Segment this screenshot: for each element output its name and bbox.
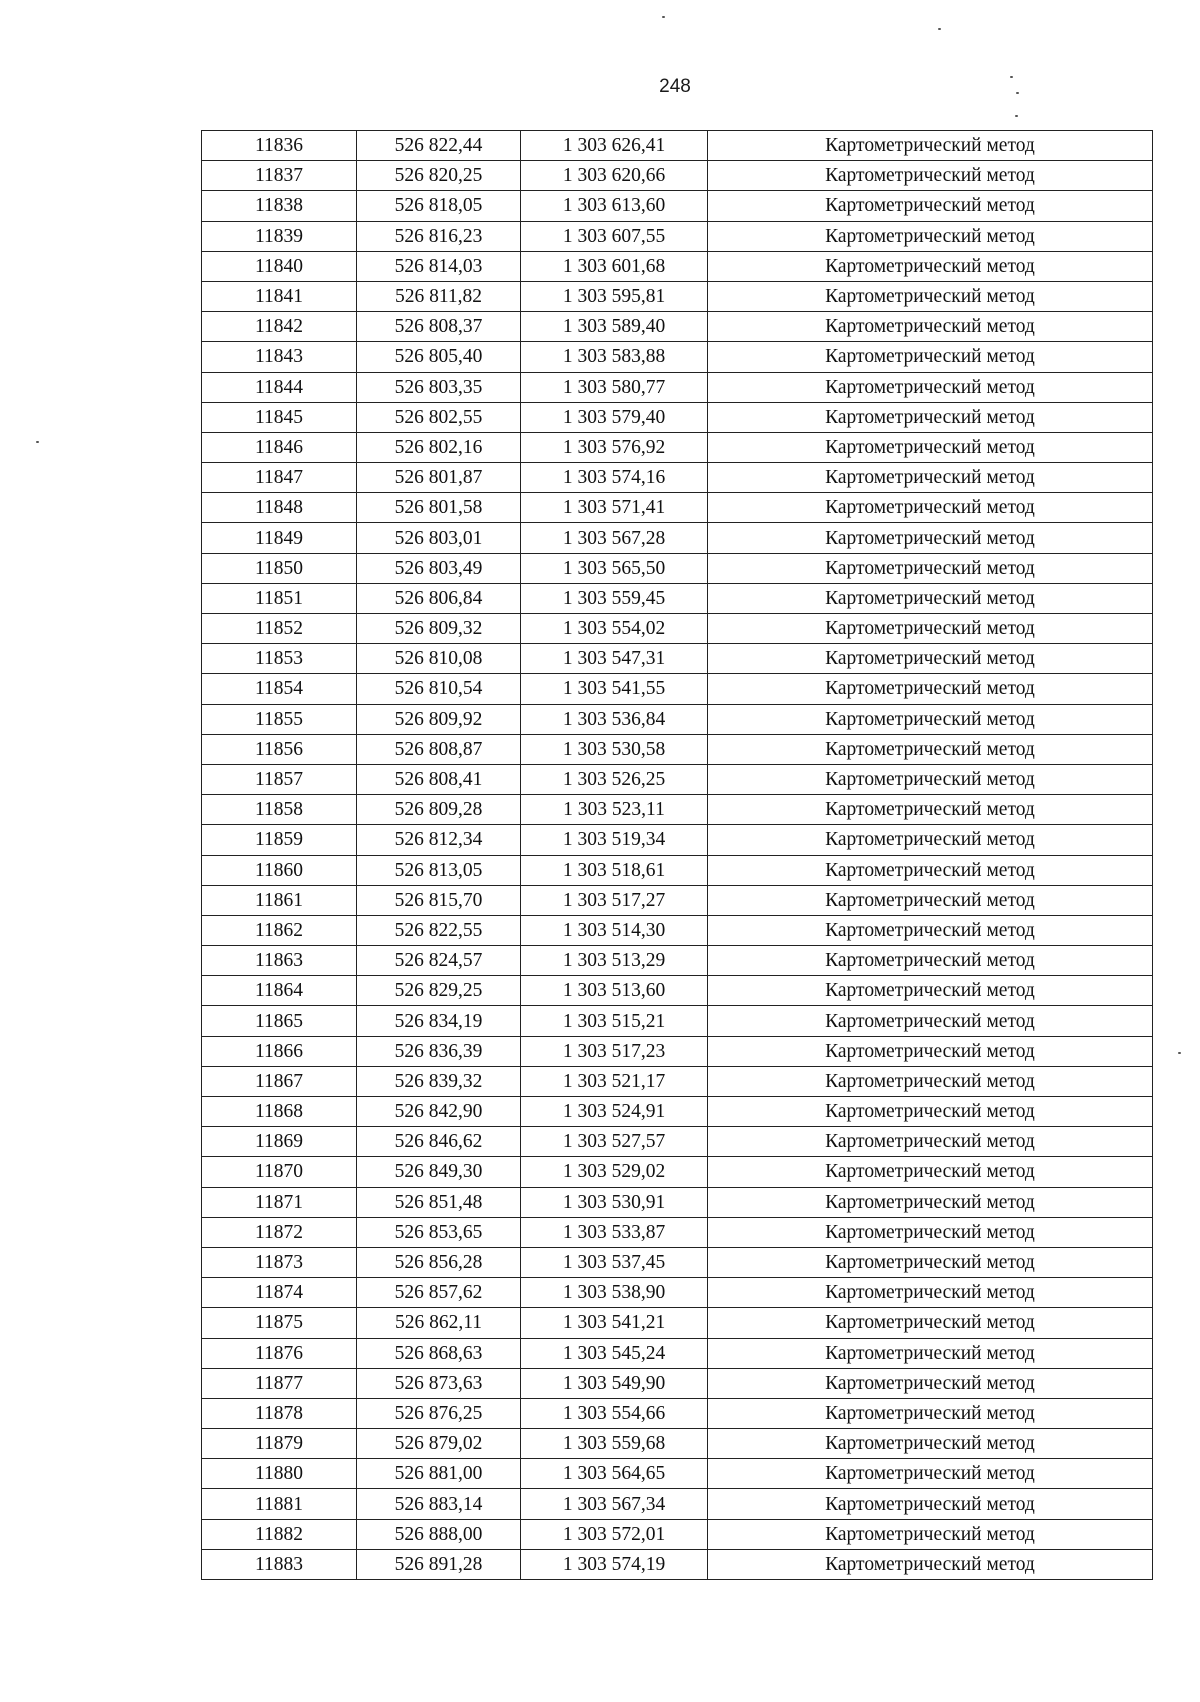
x-coordinate-cell: 526 811,82 [357, 281, 521, 311]
y-coordinate-cell: 1 303 526,25 [521, 764, 708, 794]
table-row [202, 1519, 1153, 1549]
point-number-cell: 11862 [202, 915, 357, 945]
point-number-cell: 11863 [202, 946, 357, 976]
x-coordinate-cell: 526 881,00 [357, 1459, 521, 1489]
table-row [202, 1217, 1153, 1247]
point-number-cell: 11850 [202, 553, 357, 583]
point-number-cell: 11843 [202, 342, 357, 372]
x-coordinate-cell: 526 846,62 [357, 1127, 521, 1157]
y-coordinate-cell: 1 303 547,31 [521, 644, 708, 674]
method-cell: Картометрический метод [708, 1519, 1153, 1549]
x-coordinate-cell: 526 806,84 [357, 583, 521, 613]
table-row [202, 1429, 1153, 1459]
method-cell: Картометрический метод [708, 281, 1153, 311]
point-number-cell: 11873 [202, 1247, 357, 1277]
table-row [202, 1127, 1153, 1157]
x-coordinate-cell: 526 888,00 [357, 1519, 521, 1549]
y-coordinate-cell: 1 303 595,81 [521, 281, 708, 311]
point-number-cell: 11857 [202, 764, 357, 794]
x-coordinate-cell: 526 809,32 [357, 614, 521, 644]
scan-speck [1016, 92, 1019, 94]
table-row [202, 1549, 1153, 1579]
x-coordinate-cell: 526 816,23 [357, 221, 521, 251]
point-number-cell: 11859 [202, 825, 357, 855]
method-cell: Картометрический метод [708, 1489, 1153, 1519]
y-coordinate-cell: 1 303 521,17 [521, 1066, 708, 1096]
table-row [202, 432, 1153, 462]
y-coordinate-cell: 1 303 601,68 [521, 251, 708, 281]
y-coordinate-cell: 1 303 524,91 [521, 1097, 708, 1127]
x-coordinate-cell: 526 876,25 [357, 1398, 521, 1428]
scan-speck [1015, 115, 1018, 117]
y-coordinate-cell: 1 303 518,61 [521, 855, 708, 885]
point-number-cell: 11868 [202, 1097, 357, 1127]
y-coordinate-cell: 1 303 545,24 [521, 1338, 708, 1368]
method-cell: Картометрический метод [708, 312, 1153, 342]
table-row [202, 1097, 1153, 1127]
method-cell: Картометрический метод [708, 825, 1153, 855]
method-cell: Картометрический метод [708, 885, 1153, 915]
scan-speck [662, 16, 665, 18]
table-row [202, 131, 1153, 161]
method-cell: Картометрический метод [708, 1278, 1153, 1308]
method-cell: Картометрический метод [708, 1368, 1153, 1398]
y-coordinate-cell: 1 303 620,66 [521, 161, 708, 191]
point-number-cell: 11875 [202, 1308, 357, 1338]
point-number-cell: 11839 [202, 221, 357, 251]
y-coordinate-cell: 1 303 513,60 [521, 976, 708, 1006]
method-cell: Картометрический метод [708, 372, 1153, 402]
y-coordinate-cell: 1 303 564,65 [521, 1459, 708, 1489]
method-cell: Картометрический метод [708, 1157, 1153, 1187]
point-number-cell: 11844 [202, 372, 357, 402]
y-coordinate-cell: 1 303 565,50 [521, 553, 708, 583]
y-coordinate-cell: 1 303 583,88 [521, 342, 708, 372]
table-row [202, 553, 1153, 583]
scan-speck [1010, 76, 1013, 78]
table-row [202, 583, 1153, 613]
y-coordinate-cell: 1 303 530,91 [521, 1187, 708, 1217]
point-number-cell: 11852 [202, 614, 357, 644]
method-cell: Картометрический метод [708, 553, 1153, 583]
method-cell: Картометрический метод [708, 342, 1153, 372]
y-coordinate-cell: 1 303 513,29 [521, 946, 708, 976]
table-row [202, 1459, 1153, 1489]
point-number-cell: 11883 [202, 1549, 357, 1579]
y-coordinate-cell: 1 303 589,40 [521, 312, 708, 342]
table-row [202, 915, 1153, 945]
y-coordinate-cell: 1 303 576,92 [521, 432, 708, 462]
y-coordinate-cell: 1 303 607,55 [521, 221, 708, 251]
table-row [202, 764, 1153, 794]
point-number-cell: 11845 [202, 402, 357, 432]
table-row [202, 825, 1153, 855]
method-cell: Картометрический метод [708, 1398, 1153, 1428]
y-coordinate-cell: 1 303 579,40 [521, 402, 708, 432]
x-coordinate-cell: 526 891,28 [357, 1549, 521, 1579]
scan-speck [36, 441, 39, 443]
y-coordinate-cell: 1 303 541,55 [521, 674, 708, 704]
table-row [202, 161, 1153, 191]
table-row [202, 1278, 1153, 1308]
table-row [202, 1368, 1153, 1398]
y-coordinate-cell: 1 303 567,34 [521, 1489, 708, 1519]
y-coordinate-cell: 1 303 571,41 [521, 493, 708, 523]
y-coordinate-cell: 1 303 538,90 [521, 1278, 708, 1308]
y-coordinate-cell: 1 303 514,30 [521, 915, 708, 945]
table-row [202, 523, 1153, 553]
point-number-cell: 11836 [202, 131, 357, 161]
y-coordinate-cell: 1 303 549,90 [521, 1368, 708, 1398]
y-coordinate-cell: 1 303 537,45 [521, 1247, 708, 1277]
x-coordinate-cell: 526 803,49 [357, 553, 521, 583]
x-coordinate-cell: 526 818,05 [357, 191, 521, 221]
point-number-cell: 11865 [202, 1006, 357, 1036]
x-coordinate-cell: 526 824,57 [357, 946, 521, 976]
method-cell: Картометрический метод [708, 614, 1153, 644]
method-cell: Картометрический метод [708, 1549, 1153, 1579]
x-coordinate-cell: 526 853,65 [357, 1217, 521, 1247]
point-number-cell: 11877 [202, 1368, 357, 1398]
y-coordinate-cell: 1 303 572,01 [521, 1519, 708, 1549]
point-number-cell: 11851 [202, 583, 357, 613]
point-number-cell: 11878 [202, 1398, 357, 1428]
x-coordinate-cell: 526 803,01 [357, 523, 521, 553]
coordinates-table-body [202, 131, 1153, 1580]
point-number-cell: 11880 [202, 1459, 357, 1489]
table-row [202, 1338, 1153, 1368]
method-cell: Картометрический метод [708, 1127, 1153, 1157]
point-number-cell: 11874 [202, 1278, 357, 1308]
x-coordinate-cell: 526 842,90 [357, 1097, 521, 1127]
method-cell: Картометрический метод [708, 1247, 1153, 1277]
y-coordinate-cell: 1 303 529,02 [521, 1157, 708, 1187]
table-row [202, 1308, 1153, 1338]
point-number-cell: 11856 [202, 734, 357, 764]
y-coordinate-cell: 1 303 574,19 [521, 1549, 708, 1579]
x-coordinate-cell: 526 810,54 [357, 674, 521, 704]
x-coordinate-cell: 526 813,05 [357, 855, 521, 885]
method-cell: Картометрический метод [708, 131, 1153, 161]
y-coordinate-cell: 1 303 527,57 [521, 1127, 708, 1157]
table-row [202, 1489, 1153, 1519]
point-number-cell: 11864 [202, 976, 357, 1006]
method-cell: Картометрический метод [708, 704, 1153, 734]
x-coordinate-cell: 526 814,03 [357, 251, 521, 281]
method-cell: Картометрический метод [708, 1097, 1153, 1127]
y-coordinate-cell: 1 303 519,34 [521, 825, 708, 855]
method-cell: Картометрический метод [708, 1429, 1153, 1459]
y-coordinate-cell: 1 303 541,21 [521, 1308, 708, 1338]
point-number-cell: 11837 [202, 161, 357, 191]
x-coordinate-cell: 526 820,25 [357, 161, 521, 191]
point-number-cell: 11881 [202, 1489, 357, 1519]
x-coordinate-cell: 526 808,41 [357, 764, 521, 794]
method-cell: Картометрический метод [708, 915, 1153, 945]
y-coordinate-cell: 1 303 559,68 [521, 1429, 708, 1459]
point-number-cell: 11846 [202, 432, 357, 462]
x-coordinate-cell: 526 803,35 [357, 372, 521, 402]
point-number-cell: 11871 [202, 1187, 357, 1217]
y-coordinate-cell: 1 303 517,23 [521, 1036, 708, 1066]
y-coordinate-cell: 1 303 517,27 [521, 885, 708, 915]
y-coordinate-cell: 1 303 626,41 [521, 131, 708, 161]
x-coordinate-cell: 526 809,28 [357, 795, 521, 825]
point-number-cell: 11867 [202, 1066, 357, 1096]
method-cell: Картометрический метод [708, 1187, 1153, 1217]
method-cell: Картометрический метод [708, 402, 1153, 432]
method-cell: Картометрический метод [708, 1036, 1153, 1066]
y-coordinate-cell: 1 303 515,21 [521, 1006, 708, 1036]
x-coordinate-cell: 526 801,87 [357, 463, 521, 493]
table-row [202, 251, 1153, 281]
table-row [202, 946, 1153, 976]
table-row [202, 1006, 1153, 1036]
method-cell: Картометрический метод [708, 795, 1153, 825]
point-number-cell: 11872 [202, 1217, 357, 1247]
page-number: 248 [659, 76, 691, 97]
table-row [202, 1036, 1153, 1066]
method-cell: Картометрический метод [708, 946, 1153, 976]
y-coordinate-cell: 1 303 580,77 [521, 372, 708, 402]
x-coordinate-cell: 526 809,92 [357, 704, 521, 734]
table-row [202, 372, 1153, 402]
point-number-cell: 11869 [202, 1127, 357, 1157]
x-coordinate-cell: 526 812,34 [357, 825, 521, 855]
x-coordinate-cell: 526 839,32 [357, 1066, 521, 1096]
method-cell: Картометрический метод [708, 251, 1153, 281]
table-row [202, 493, 1153, 523]
table-row [202, 885, 1153, 915]
table-row [202, 1187, 1153, 1217]
table-row [202, 1066, 1153, 1096]
method-cell: Картометрический метод [708, 221, 1153, 251]
point-number-cell: 11866 [202, 1036, 357, 1066]
table-row [202, 614, 1153, 644]
x-coordinate-cell: 526 873,63 [357, 1368, 521, 1398]
y-coordinate-cell: 1 303 567,28 [521, 523, 708, 553]
x-coordinate-cell: 526 879,02 [357, 1429, 521, 1459]
table-row [202, 795, 1153, 825]
point-number-cell: 11876 [202, 1338, 357, 1368]
point-number-cell: 11858 [202, 795, 357, 825]
method-cell: Картометрический метод [708, 493, 1153, 523]
table-row [202, 1247, 1153, 1277]
method-cell: Картометрический метод [708, 855, 1153, 885]
table-row [202, 674, 1153, 704]
method-cell: Картометрический метод [708, 644, 1153, 674]
x-coordinate-cell: 526 868,63 [357, 1338, 521, 1368]
table-row [202, 1398, 1153, 1428]
scan-speck [1178, 1052, 1181, 1054]
y-coordinate-cell: 1 303 536,84 [521, 704, 708, 734]
point-number-cell: 11870 [202, 1157, 357, 1187]
scan-speck [938, 28, 941, 30]
method-cell: Картометрический метод [708, 1308, 1153, 1338]
table-row [202, 855, 1153, 885]
table-row [202, 221, 1153, 251]
x-coordinate-cell: 526 862,11 [357, 1308, 521, 1338]
x-coordinate-cell: 526 808,87 [357, 734, 521, 764]
x-coordinate-cell: 526 815,70 [357, 885, 521, 915]
method-cell: Картометрический метод [708, 734, 1153, 764]
method-cell: Картометрический метод [708, 976, 1153, 1006]
table-row [202, 734, 1153, 764]
method-cell: Картометрический метод [708, 674, 1153, 704]
point-number-cell: 11882 [202, 1519, 357, 1549]
point-number-cell: 11879 [202, 1429, 357, 1459]
method-cell: Картометрический метод [708, 191, 1153, 221]
method-cell: Картометрический метод [708, 1066, 1153, 1096]
point-number-cell: 11848 [202, 493, 357, 523]
point-number-cell: 11855 [202, 704, 357, 734]
method-cell: Картометрический метод [708, 764, 1153, 794]
point-number-cell: 11847 [202, 463, 357, 493]
y-coordinate-cell: 1 303 523,11 [521, 795, 708, 825]
point-number-cell: 11861 [202, 885, 357, 915]
x-coordinate-cell: 526 802,55 [357, 402, 521, 432]
x-coordinate-cell: 526 836,39 [357, 1036, 521, 1066]
x-coordinate-cell: 526 801,58 [357, 493, 521, 523]
coordinates-table [201, 130, 1153, 1580]
y-coordinate-cell: 1 303 613,60 [521, 191, 708, 221]
method-cell: Картометрический метод [708, 432, 1153, 462]
method-cell: Картометрический метод [708, 1006, 1153, 1036]
x-coordinate-cell: 526 805,40 [357, 342, 521, 372]
table-row [202, 342, 1153, 372]
x-coordinate-cell: 526 849,30 [357, 1157, 521, 1187]
y-coordinate-cell: 1 303 574,16 [521, 463, 708, 493]
table-row [202, 704, 1153, 734]
point-number-cell: 11854 [202, 674, 357, 704]
point-number-cell: 11840 [202, 251, 357, 281]
x-coordinate-cell: 526 829,25 [357, 976, 521, 1006]
table-row [202, 463, 1153, 493]
y-coordinate-cell: 1 303 559,45 [521, 583, 708, 613]
method-cell: Картометрический метод [708, 1217, 1153, 1247]
table-row [202, 1157, 1153, 1187]
x-coordinate-cell: 526 808,37 [357, 312, 521, 342]
table-row [202, 644, 1153, 674]
x-coordinate-cell: 526 851,48 [357, 1187, 521, 1217]
y-coordinate-cell: 1 303 530,58 [521, 734, 708, 764]
method-cell: Картометрический метод [708, 583, 1153, 613]
point-number-cell: 11841 [202, 281, 357, 311]
point-number-cell: 11842 [202, 312, 357, 342]
y-coordinate-cell: 1 303 554,66 [521, 1398, 708, 1428]
x-coordinate-cell: 526 834,19 [357, 1006, 521, 1036]
x-coordinate-cell: 526 810,08 [357, 644, 521, 674]
table-row [202, 191, 1153, 221]
method-cell: Картометрический метод [708, 523, 1153, 553]
table-row [202, 281, 1153, 311]
method-cell: Картометрический метод [708, 1459, 1153, 1489]
x-coordinate-cell: 526 822,44 [357, 131, 521, 161]
method-cell: Картометрический метод [708, 161, 1153, 191]
y-coordinate-cell: 1 303 533,87 [521, 1217, 708, 1247]
table-row [202, 312, 1153, 342]
x-coordinate-cell: 526 857,62 [357, 1278, 521, 1308]
table-row [202, 402, 1153, 432]
point-number-cell: 11853 [202, 644, 357, 674]
x-coordinate-cell: 526 802,16 [357, 432, 521, 462]
method-cell: Картометрический метод [708, 1338, 1153, 1368]
point-number-cell: 11838 [202, 191, 357, 221]
y-coordinate-cell: 1 303 554,02 [521, 614, 708, 644]
x-coordinate-cell: 526 822,55 [357, 915, 521, 945]
method-cell: Картометрический метод [708, 463, 1153, 493]
x-coordinate-cell: 526 856,28 [357, 1247, 521, 1277]
point-number-cell: 11860 [202, 855, 357, 885]
table-row [202, 976, 1153, 1006]
point-number-cell: 11849 [202, 523, 357, 553]
x-coordinate-cell: 526 883,14 [357, 1489, 521, 1519]
